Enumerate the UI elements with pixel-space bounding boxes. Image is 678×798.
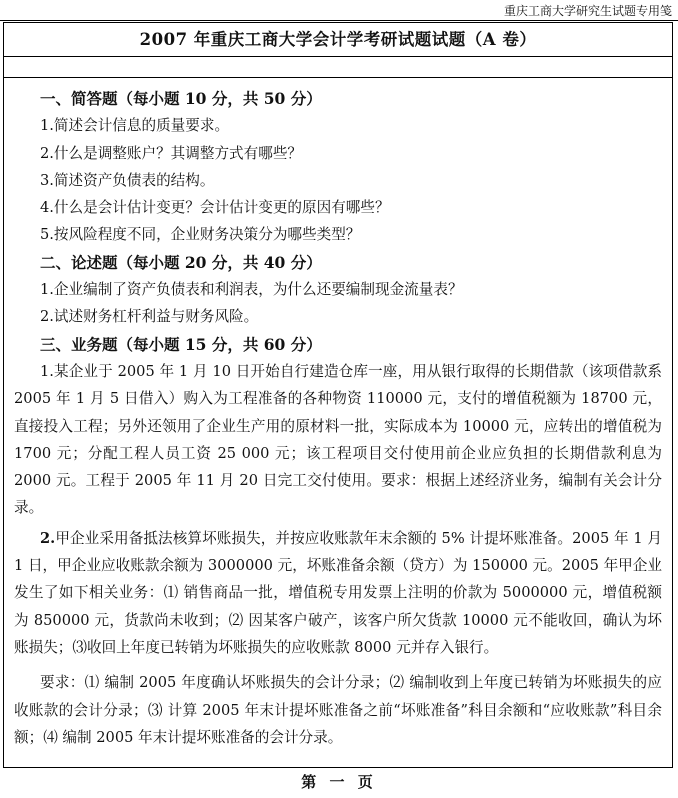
question-item: 4.什么是会计估计变更？会计估计变更的原因有哪些？ <box>40 199 390 217</box>
question-number: 2. <box>40 529 56 547</box>
question-item: 1.简述会计信息的质量要求。 <box>40 117 230 135</box>
exam-title: 2007 年重庆工商大学会计学考研试题试题（A 卷） <box>4 23 672 57</box>
practice-question-2 <box>14 525 662 661</box>
header-note: 重庆工商大学研究生试题专用笺 <box>503 4 672 18</box>
question-item: 2.试述财务杠杆利益与财务风险。 <box>40 308 259 326</box>
exam-content <box>4 78 672 751</box>
practice-question-2-requirements: 要求：⑴ 编制 2005 年度确认坏账损失的会计分录；⑵ 编制收到上年度已转销为坏账损失的应收账款的会计分录；⑶ 计算 2005 年末计提坏账准备之前“坏账准备”科目余额和“应收账款”科目余额；⑷ 编制 2005 年末计提坏账准备的会计分录。 <box>14 674 662 746</box>
section-heading-essay: 二、论述题（每小题 20 分，共 40 分） <box>40 252 322 272</box>
question-item: 3.简述资产负债表的结构。 <box>40 171 215 189</box>
section-heading-practice: 三、业务题（每小题 15 分，共 60 分） <box>40 334 322 354</box>
blank-row <box>4 57 672 78</box>
question-item: 2.什么是调整账户？其调整方式有哪些？ <box>40 144 303 162</box>
section-heading-short-answer: 一、简答题（每小题 10 分，共 50 分） <box>40 89 322 108</box>
exam-frame <box>3 22 673 768</box>
header-rule <box>0 20 678 21</box>
page-number: 第 一 页 <box>301 773 377 791</box>
question-item: 5.按风险程度不同，企业财务决策分为哪些类型？ <box>40 226 361 244</box>
question-item: 1.企业编制了资产负债表和利润表，为什么还要编制现金流量表？ <box>40 281 463 299</box>
practice-question-2-text: 甲企业采用备抵法核算坏账损失，并按应收账款年末余额的 5% 计提坏账准备。2005 年 1 月 1 日，甲企业应收账款余额为 3000000 元，坏账准备余额（贷方）为 150000 元。2005 年甲企业发生了如下相关业务：⑴ 销售商品一批，增值税专用发票上注明的价款为 5000000 元，增值税额为 850000 元，货款尚未收到；⑵ 因某客户破产，该客户所欠货款 10000 元不能收回，确认为坏账损失；⑶收回上年度已转销为坏账损失的应收账款 8000 元并存入银行。 <box>14 529 662 656</box>
practice-question-1: 1.某企业于 2005 年 1 月 10 日开始自行建造仓库一座，用从银行取得的长期借款（该项借款系 2005 年 1 月 5 日借入）购入为工程准备的各种物资 110000 元，支付的增值税额为 18700 元，直接投入工程；另外还领用了企业生产用的原材料一批，实际成本为 10000 元，应转出的增值税为 1700 元；分配工程人员工资 25 000 元；该工程项目交付使用前企业应负担的长期借款利息为 2000 元。工程于 2005 年 11 月 20 日完工交付使用。要求：根据上述经济业务，编制有关会计分录。 <box>14 362 662 517</box>
